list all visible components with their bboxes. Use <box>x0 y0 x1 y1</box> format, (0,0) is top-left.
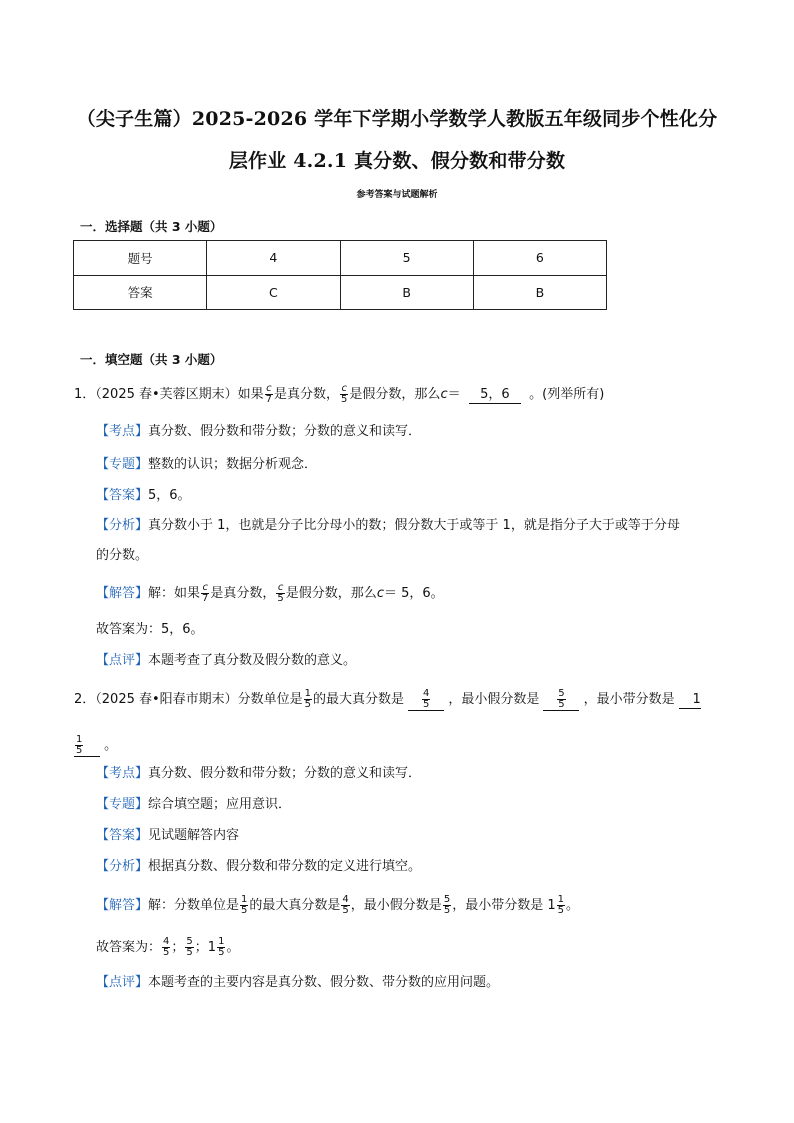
label-zhuanti: 【专题】 <box>96 797 149 812</box>
frac-num: 1 <box>557 894 564 905</box>
q2-fenxi <box>96 857 421 877</box>
label-kaodian: 【考点】 <box>96 424 149 439</box>
frac-den: 5 <box>218 947 225 958</box>
frac-den: 5 <box>443 905 451 916</box>
answer-table <box>73 240 607 310</box>
answer-blank <box>408 689 444 711</box>
fraction <box>304 689 312 710</box>
answer-blank <box>543 689 579 711</box>
q2-jieda <box>96 895 579 916</box>
frac-num: c <box>202 582 208 593</box>
table-cell: 答案 <box>74 275 207 310</box>
frac-num: c <box>277 582 284 593</box>
fenxi-text: 真分数小于 1，也就是分子比分母小的数；假分数大于或等于 1，就是指分子大于或等于分母 <box>148 518 680 533</box>
frac-num: 5 <box>443 894 451 905</box>
jieda-text: 解：如果 <box>148 586 201 601</box>
fraction <box>75 735 83 756</box>
answer-blank: 1 <box>679 692 701 709</box>
q2-mid1: 的最大真分数是 <box>313 692 405 707</box>
label-daan: 【答案】 <box>96 828 149 843</box>
fraction <box>162 937 170 958</box>
frac-num: 1 <box>304 688 312 699</box>
fraction <box>443 895 451 916</box>
label-dianping: 【点评】 <box>96 975 149 990</box>
frac-den: 5 <box>557 905 564 916</box>
frac-num: 1 <box>76 734 83 745</box>
zhuanti-text: 综合填空题；应用意识． <box>148 797 292 812</box>
table-cell: C <box>207 275 340 310</box>
frac-den: 5 <box>241 905 248 916</box>
q1-mid2: 是假分数，那么 <box>349 387 441 402</box>
frac-den: 5 <box>342 905 349 916</box>
dianping-text: 本题考查的主要内容是真分数、假分数、带分数的应用问题。 <box>148 975 500 990</box>
q1-dianping <box>96 651 356 671</box>
q2-end: 。 <box>104 738 118 753</box>
q1-fenxi-cont: 的分数。 <box>96 548 149 563</box>
fraction <box>185 937 193 958</box>
label-jieda: 【解答】 <box>96 898 149 913</box>
document-subtitle: 参考答案与试题解析 <box>356 190 438 200</box>
fraction <box>276 583 284 604</box>
question-2-stem <box>74 689 701 711</box>
frac-num: c <box>341 383 347 394</box>
frac-den: 5 <box>304 699 312 710</box>
question-2-stem-cont <box>74 735 117 757</box>
label-jieda: 【解答】 <box>96 586 149 601</box>
label-dianping: 【点评】 <box>96 653 149 668</box>
table-cell: 5 <box>340 241 473 276</box>
label-daan: 【答案】 <box>96 488 149 503</box>
q2-kaodian <box>96 764 421 784</box>
mixed-whole: 1 <box>207 940 217 955</box>
q1-mid1: 是真分数， <box>274 387 340 402</box>
kaodian-text: 真分数、假分数和带分数；分数的意义和读写． <box>148 766 422 781</box>
q2-mid3: ，最小带分数是 <box>583 692 675 707</box>
q1-guda: 故答案为：5，6。 <box>96 622 204 637</box>
jieda-text: ，最小带分数是 1 <box>452 898 556 913</box>
daan-text: 见试题解答内容 <box>148 828 240 843</box>
question-1-stem <box>74 384 604 405</box>
jieda-text: 是真分数， <box>210 586 276 601</box>
document-title-line1: （尖子生篇）2025-2026 学年下学期小学数学人教版五年级同步个性化分 <box>76 108 718 130</box>
frac-num: 5 <box>186 936 193 947</box>
guda-end: 。 <box>226 940 240 955</box>
fraction <box>341 895 349 916</box>
frac-den: 7 <box>265 394 273 405</box>
frac-num: 5 <box>558 688 565 699</box>
fraction <box>557 689 565 710</box>
table-row <box>74 241 607 276</box>
answer-blank: 5，6 <box>469 387 521 404</box>
frac-den: 5 <box>277 593 284 604</box>
q1-kaodian <box>96 422 421 442</box>
fenxi-text: 根据真分数、假分数和带分数的定义进行填空。 <box>148 859 422 874</box>
jieda-text: 的最大真分数是 <box>249 898 341 913</box>
fraction <box>201 583 209 604</box>
q1-prefix: 1．（2025 春•芙蓉区期末）如果 <box>74 387 264 402</box>
fraction <box>265 384 273 405</box>
table-cell: B <box>340 275 473 310</box>
dianping-text: 本题考查了真分数及假分数的意义。 <box>148 653 357 668</box>
label-zhuanti: 【专题】 <box>96 457 149 472</box>
guda-sep: ； <box>171 940 185 955</box>
section-heading-fill: 一．填空题（共 3 小题） <box>80 352 223 367</box>
q1-fenxi <box>96 516 680 536</box>
fraction <box>217 937 225 958</box>
q2-daan <box>96 826 239 846</box>
fraction <box>340 384 348 405</box>
jieda-text: 。 <box>565 898 579 913</box>
fraction <box>240 895 248 916</box>
guda-sep: ； <box>194 940 208 955</box>
label-kaodian: 【考点】 <box>96 766 149 781</box>
q1-jieda <box>96 583 444 604</box>
frac-num: 4 <box>163 936 170 947</box>
fraction <box>422 689 430 710</box>
q1-eq: ＝ <box>447 387 465 402</box>
q2-dianping <box>96 973 499 993</box>
table-cell: 题号 <box>74 241 207 276</box>
q1-zhuanti <box>96 455 317 475</box>
q2-zhuanti <box>96 795 291 815</box>
jieda-text: 是假分数，那么 <box>285 586 377 601</box>
jieda-text: 解：分数单位是 <box>148 898 240 913</box>
q1-var: c <box>376 586 384 601</box>
frac-den: 5 <box>558 699 565 710</box>
q2-mid2: ，最小假分数是 <box>448 692 540 707</box>
table-row <box>74 275 607 310</box>
frac-den: 7 <box>202 593 209 604</box>
q1-daan <box>96 486 191 506</box>
frac-num: 1 <box>218 936 225 947</box>
frac-num: 4 <box>342 894 349 905</box>
frac-den: 5 <box>423 699 430 710</box>
daan-text: 5，6。 <box>148 488 191 503</box>
q1-suffix: 。(列举所有) <box>529 387 605 402</box>
zhuanti-text: 整数的认识；数据分析观念． <box>148 457 318 472</box>
frac-num: 4 <box>423 688 430 699</box>
table-cell: 4 <box>207 241 340 276</box>
jieda-text: ＝ 5，6。 <box>383 586 444 601</box>
frac-num: c <box>266 383 272 394</box>
label-fenxi: 【分析】 <box>96 859 149 874</box>
frac-den: 5 <box>186 947 193 958</box>
kaodian-text: 真分数、假分数和带分数；分数的意义和读写． <box>148 424 422 439</box>
guda-text: 故答案为： <box>96 940 162 955</box>
document-title-line2: 层作业 4.2.1 真分数、假分数和带分数 <box>228 150 566 172</box>
jieda-text: ，最小假分数是 <box>350 898 442 913</box>
frac-num: 1 <box>241 894 248 905</box>
q2-guda <box>96 937 239 958</box>
label-fenxi: 【分析】 <box>96 518 149 533</box>
q1-var: c <box>440 387 448 402</box>
table-cell: 6 <box>473 241 606 276</box>
frac-den: 5 <box>76 745 83 756</box>
fraction <box>557 895 565 916</box>
frac-den: 5 <box>163 947 170 958</box>
answer-blank <box>74 735 100 757</box>
table-cell: B <box>473 275 606 310</box>
q2-prefix: 2．（2025 春•阳春市期末）分数单位是 <box>74 692 303 707</box>
frac-den: 5 <box>341 394 348 405</box>
section-heading-choice: 一．选择题（共 3 小题） <box>80 219 223 234</box>
